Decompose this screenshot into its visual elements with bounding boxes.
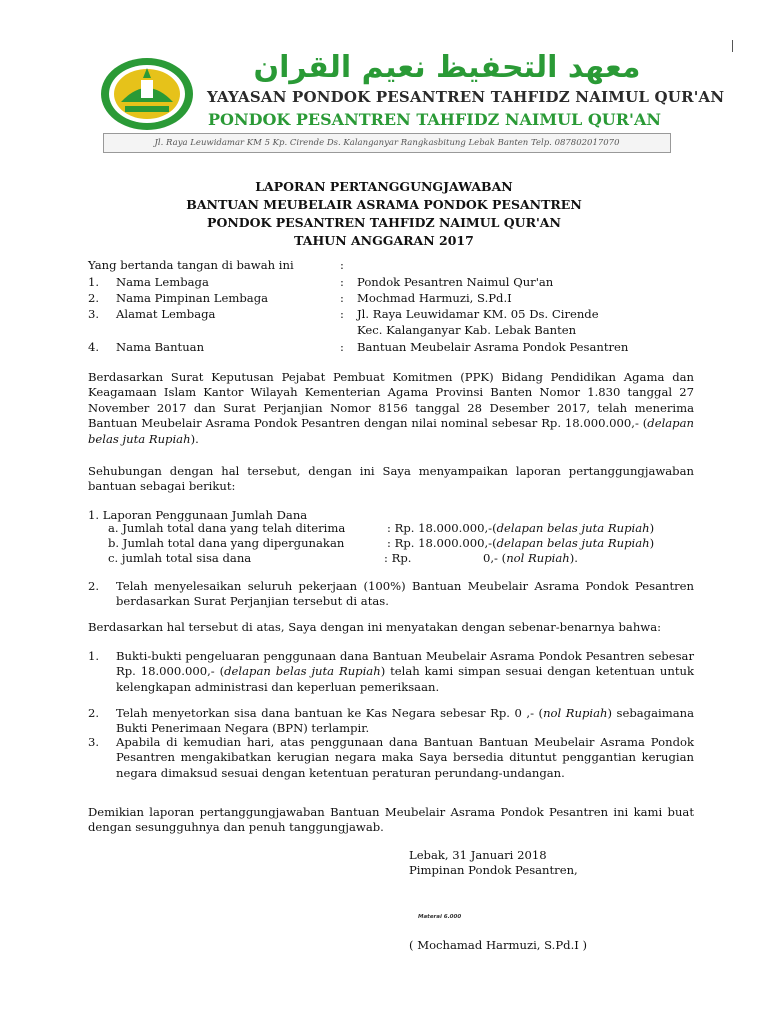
- identity-colon-2: :: [340, 291, 344, 305]
- statement-2-italic: nol Rupiah: [543, 706, 608, 720]
- identity-num-4: 4.: [88, 340, 100, 354]
- letterhead-address: Jl. Raya Leuwidamar KM 5 Kp. Cirende Ds. Kalanganyar Rangkasbitung Lebak Banten Telp. 087802017070: [103, 133, 671, 153]
- paragraph-declaration-intro: Berdasarkan hal tersebut di atas, Saya dengan ini menyatakan dengan sebenar-benarnya bahwa:: [88, 620, 662, 634]
- signature-name: ( Mochamad Harmuzi, S.Pd.I ): [409, 938, 588, 952]
- signature-role: Pimpinan Pondok Pesantren,: [409, 863, 578, 877]
- statement-1: [116, 649, 694, 695]
- statement-3: Apabila di kemudian hari, atas penggunaan dana Bantuan Bantuan Meubelair Asrama Pondok Pesantren mengakibatkan kerugian negara maka Saya bersedia dituntut penggantian kerugian negara dimaksud sesuai dengan ketentuan peraturan perundang-undangan.: [116, 735, 694, 780]
- identity-intro: Yang bertanda tangan di bawah ini: [88, 258, 294, 272]
- paragraph-basis-end: ).: [190, 431, 199, 446]
- title-line-3: PONDOK PESANTREN TAHFIDZ NAIMUL QUR'AN: [207, 215, 561, 230]
- report-b-value: [387, 536, 654, 551]
- report-item-2-text: Telah menyelesaikan seluruh pekerjaan (100%) Bantuan Meubelair Asrama Pondok Pesantren berdasarkan Surat Perjanjian tersebut di atas.: [116, 579, 694, 609]
- report-b-end: ): [649, 536, 655, 550]
- report-b-colon: : Rp. 18.000.000,-(: [387, 536, 497, 550]
- title-line-1: LAPORAN PERTANGGUNGJAWABAN: [255, 179, 513, 194]
- materai-stamp-label: Materai 6.000: [418, 914, 462, 920]
- pondok-name: PONDOK PESANTREN TAHFIDZ NAIMUL QUR'AN: [208, 110, 661, 129]
- identity-label-1: Nama Lembaga: [116, 275, 209, 289]
- identity-num-1: 1.: [88, 275, 100, 289]
- paragraph-report-intro: Sehubungan dengan hal tersebut, dengan ini Saya menyampaikan laporan pertanggungjawaban bantuan sebagai berikut:: [88, 464, 694, 494]
- pesantren-emblem-icon: [97, 54, 197, 134]
- report-c-amount: 0,- (: [483, 551, 507, 565]
- identity-value-3b: Kec. Kalanganyar Kab. Lebak Banten: [357, 323, 577, 337]
- report-a-end: ): [649, 521, 655, 535]
- identity-intro-colon: :: [340, 258, 344, 272]
- identity-value-3: Jl. Raya Leuwidamar KM. 05 Ds. Cirende: [357, 307, 599, 321]
- identity-label-4: Nama Bantuan: [116, 340, 205, 354]
- identity-label-3: Alamat Lembaga: [116, 307, 216, 321]
- report-c-italic: nol Rupiah: [506, 551, 570, 565]
- report-b-label: b. Jumlah total dana yang dipergunakan: [108, 536, 345, 550]
- identity-colon-3: :: [340, 307, 344, 321]
- report-a-label: a. Jumlah total dana yang telah diterima: [108, 521, 346, 535]
- arabic-title: معهد التحفيظ نعيم القران: [253, 50, 641, 85]
- identity-value-2: Mochmad Harmuzi, S.Pd.I: [357, 291, 512, 305]
- statement-2: [116, 706, 694, 737]
- statement-2-post: ) sebagaimana Bukti Penerimaan Negara (BPN) terlampir.: [116, 706, 695, 736]
- paragraph-basis-text: Berdasarkan Surat Keputusan Pejabat Pembuat Komitmen (PPK) Bidang Pendidikan Agama dan Keagamaan Islam Kantor Wilayah Kementerian Agama Provinsi Banten Nomor 1.830 tanggal 27 November 2017 dan Surat Perjanjian Nomor 8156 tanggal 28 Desember 2017, telah menerima Bantuan Meubelair Asrama Pondok Pesantren dengan nilai nominal sebesar Rp. 18.000.000,- (: [88, 370, 694, 431]
- report-c-label: c. jumlah total sisa dana: [108, 551, 252, 565]
- identity-num-3: 3.: [88, 307, 100, 321]
- report-title: [0, 178, 768, 250]
- identity-colon-1: :: [340, 275, 344, 289]
- statement-2-pre: Telah menyetorkan sisa dana bantuan ke Kas Negara sebesar Rp. 0 ,- (: [116, 706, 544, 720]
- title-line-2: BANTUAN MEUBELAIR ASRAMA PONDOK PESANTREN: [186, 197, 582, 212]
- report-c-value: [483, 551, 578, 566]
- statement-num-3: 3.: [88, 735, 100, 749]
- identity-num-2: 2.: [88, 291, 100, 305]
- title-line-4: TAHUN ANGGARAN 2017: [294, 233, 474, 248]
- identity-label-2: Nama Pimpinan Lembaga: [116, 291, 269, 305]
- signature-place-date: Lebak, 31 Januari 2018: [409, 848, 547, 862]
- statement-1-post: ) telah kami simpan sesuai dengan ketentuan untuk kelengkapan administrasi dan keperluan pemeriksaan.: [116, 664, 694, 694]
- statement-1-italic: delapan belas juta Rupiah: [224, 664, 381, 679]
- identity-value-1: Pondok Pesantren Naimul Qur'an: [357, 275, 554, 289]
- report-item-2-num: 2.: [88, 579, 100, 593]
- paragraph-basis-italic: delapan belas juta Rupiah: [88, 416, 694, 446]
- report-c-end: ).: [569, 551, 578, 565]
- letterhead: [97, 48, 725, 158]
- statement-num-1: 1.: [88, 649, 100, 663]
- report-b-italic: delapan belas juta Rupiah: [496, 536, 650, 550]
- statement-num-2: 2.: [88, 706, 100, 720]
- identity-colon-4: :: [340, 340, 344, 354]
- statement-1-pre: Bukti-bukti pengeluaran penggunaan dana Bantuan Meubelair Asrama Pondok Pesantren sebesar Rp. 18.000.000,- (: [116, 649, 694, 679]
- yayasan-name: YAYASAN PONDOK PESANTREN TAHFIDZ NAIMUL QUR'AN: [207, 88, 725, 106]
- paragraph-closing: Demikian laporan pertanggungjawaban Bantuan Meubelair Asrama Pondok Pesantren ini kami buat dengan sesungguhnya dan penuh tanggungjawab.: [88, 805, 694, 835]
- report-c-colon: : Rp.: [384, 551, 412, 565]
- report-item-1: 1. Laporan Penggunaan Jumlah Dana: [88, 508, 308, 522]
- report-a-colon: : Rp. 18.000.000,-(: [387, 521, 497, 535]
- paragraph-basis: [88, 370, 694, 447]
- report-a-italic: delapan belas juta Rupiah: [496, 521, 650, 535]
- report-a-value: [387, 521, 654, 536]
- identity-value-4: Bantuan Meubelair Asrama Pondok Pesantren: [357, 340, 629, 354]
- corner-mark: [732, 40, 733, 52]
